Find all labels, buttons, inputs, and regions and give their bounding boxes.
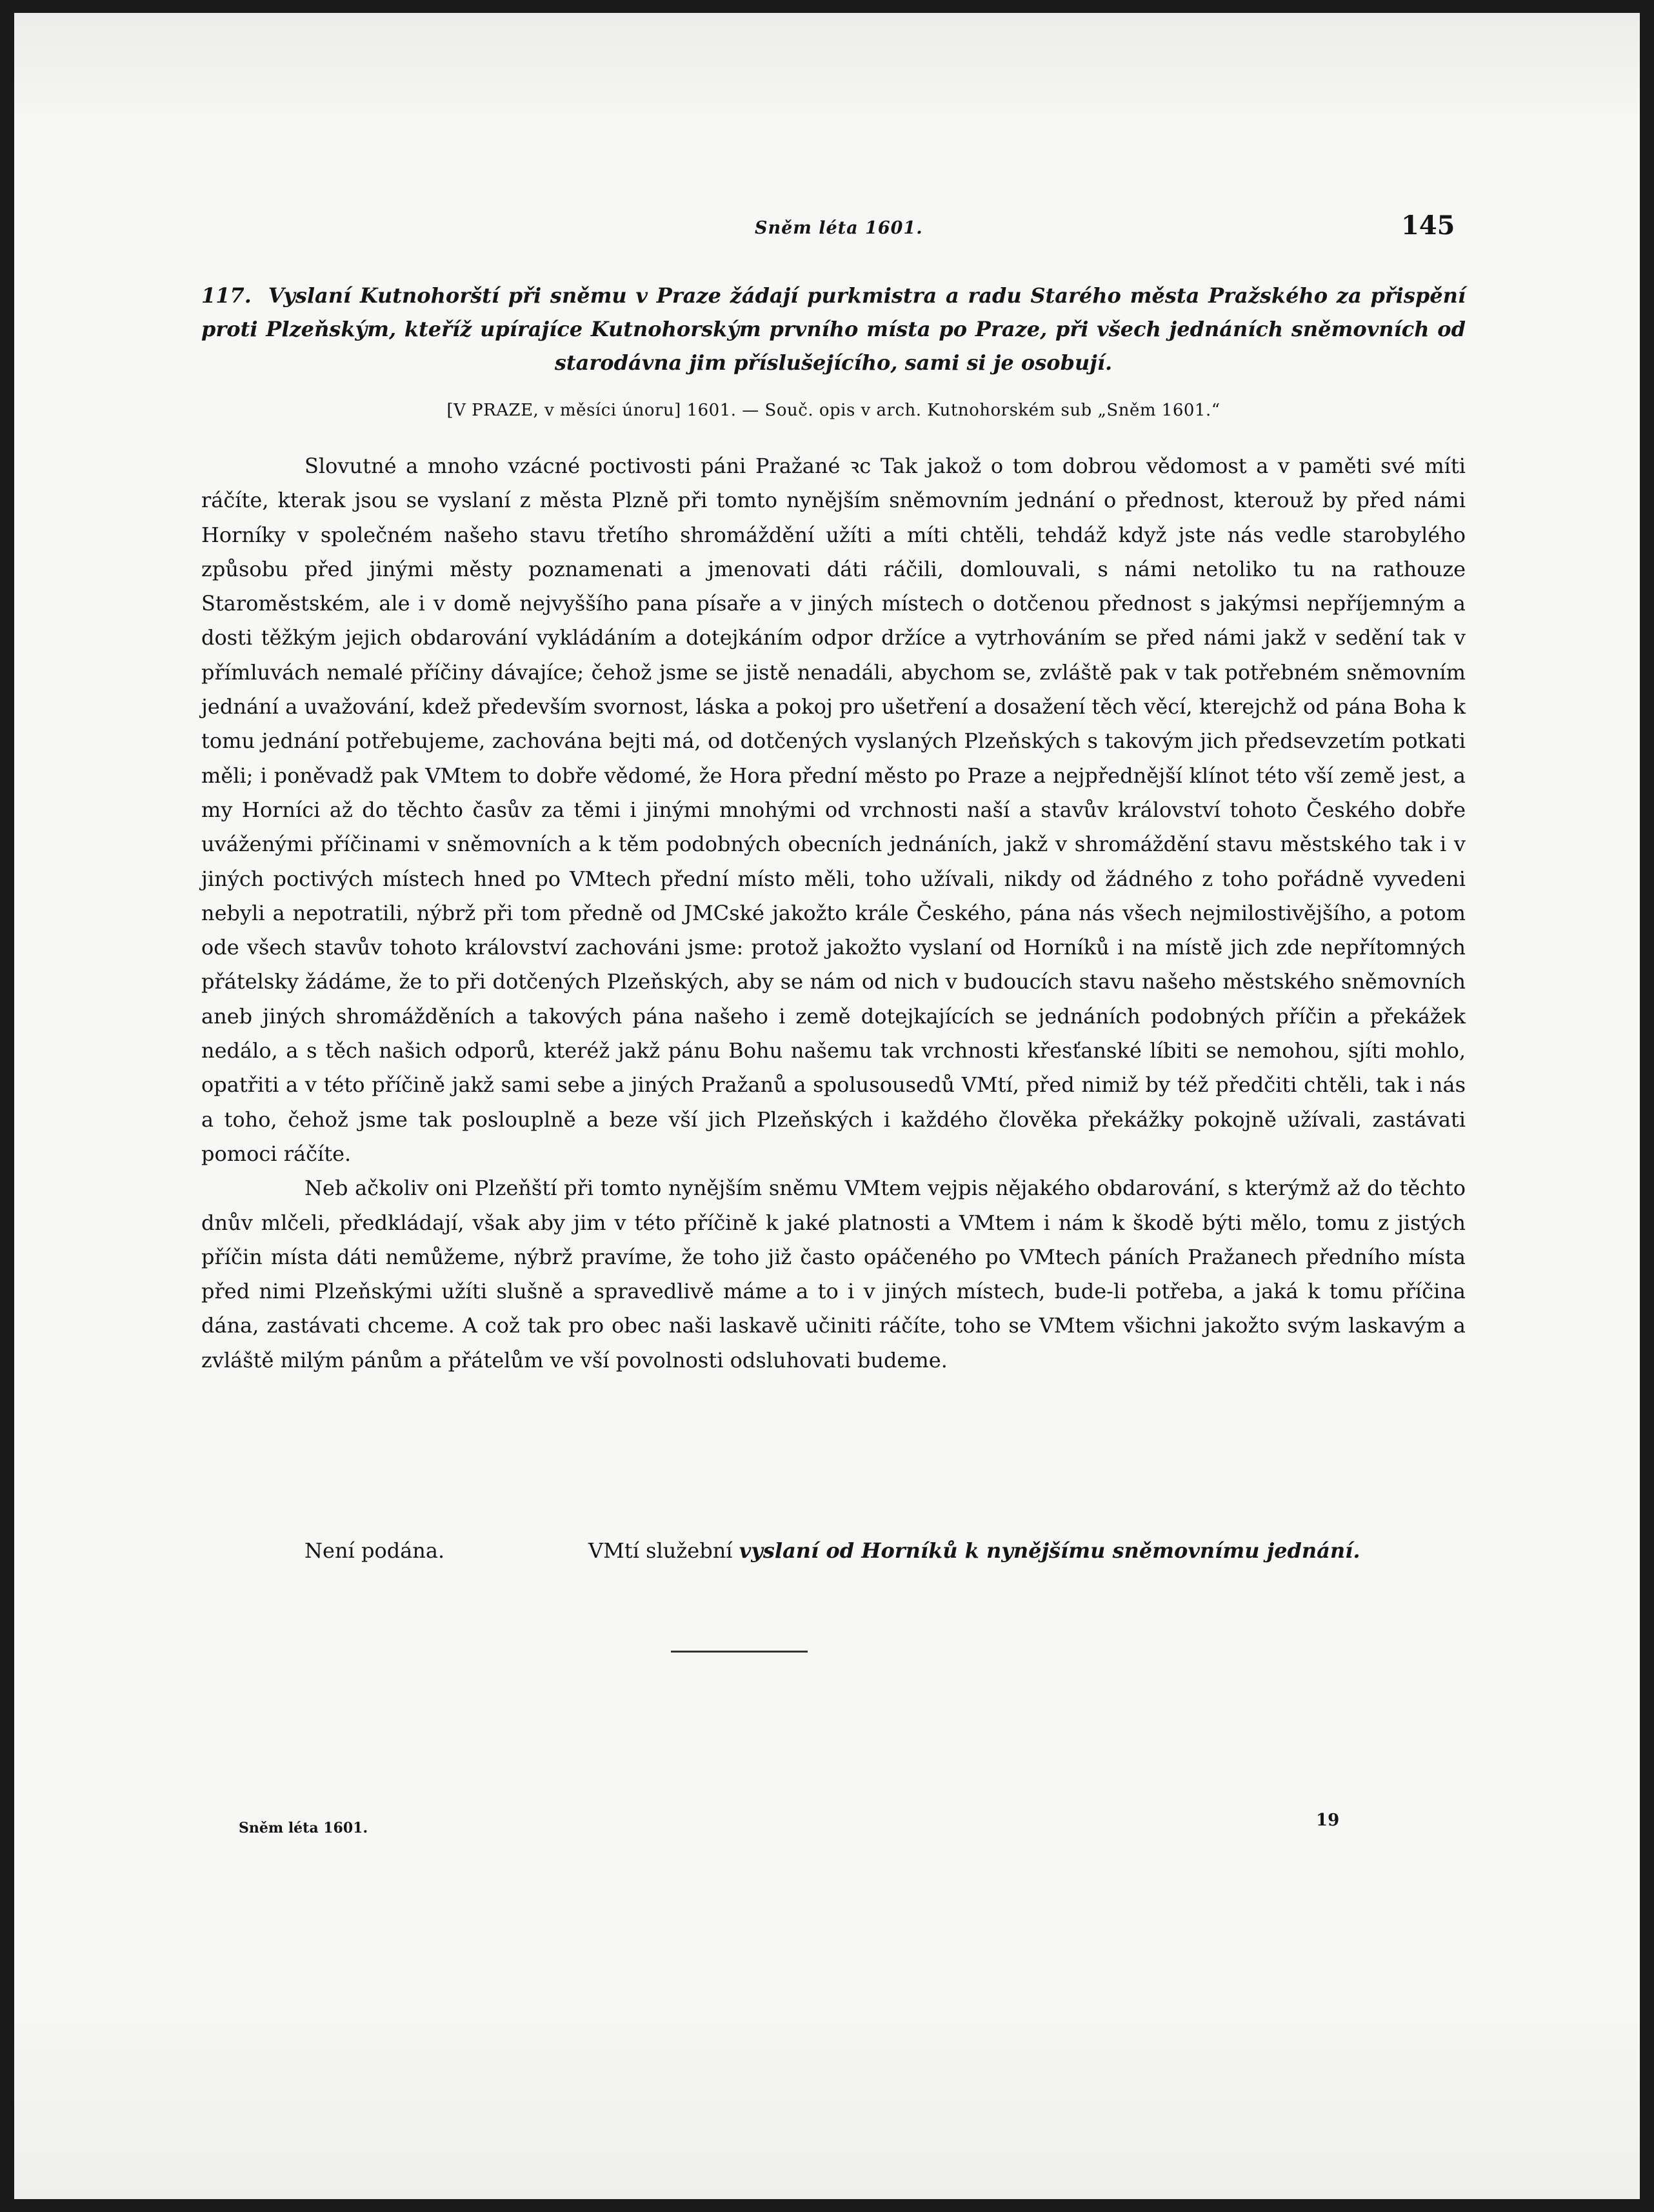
running-title: Sněm léta 1601. [755, 218, 923, 238]
signature-line [588, 1534, 1360, 1568]
page-number: 145 [1401, 210, 1455, 241]
section-divider [671, 1651, 808, 1653]
footer-title: Sněm léta 1601. [239, 1820, 368, 1836]
item-number: 117. [201, 283, 252, 308]
signature-prefix: VMtí služební [588, 1538, 733, 1563]
sheet-signature-number: 19 [1316, 1811, 1340, 1830]
heading-text: Vyslaní Kutnohorští při sněmu v Praze žádají purkmistra a radu Starého města Pražského za přispění proti Plzeňským, kteříž upírajíce Kutnohorským prvního místa po Praze, při všech jednáních sněmovních od starodávna jim příslušejícího, sami si je osobují. [201, 283, 1466, 375]
paragraph-2: Neb ačkoliv oni Plzeňští při tomto nynějším sněmu VMtem vejpis nějakého obdarování, s kterýmž až do těchto dnův mlčeli, předkládají, však aby jim v této příčině k jaké platnosti a VMtem i nám k škodě býti mělo, tomu z jistých příčin místa dáti nemůžeme, nýbrž pravíme, že toho již často opáčeného po VMtech páních Pražanech předního místa před nimi Plzeňskými užíti slušně a spravedlivě máme a to i v jiných místech, bude-li potřeba, a jaká k tomu příčina dána, zastávati chceme. A což tak pro obec naši laskavě učiniti ráčíte, toho se VMtem všichni jakožto svým laskavým a zvláště milým pánům a přátelům ve vší povolnosti odsluhovati budeme. [201, 1176, 1466, 1372]
body-text [201, 449, 1466, 1378]
document-heading [201, 279, 1466, 379]
paragraph-1: Slovutné a mnoho vzácné poctivosti páni Pražané ꝛc Tak jakož o tom dobrou vědomost a v paměti své míti ráčíte, kterak jsou se vyslaní z města Plzně při tomto nynějším sněmovním jednání o přednost, kterouž by před námi Horníky v společném našeho stavu třetího shromáždění užíti a míti chtěli, tehdáž když jste nás vedle starobylého způsobu před jinými městy poznamenati a jmenovati dáti ráčili, domlouvali, s námi netoliko tu na rathouze Staroměstském, ale i v domě nejvyššího pana písaře a v jiných místech o dotčenou přednost s jakýmsi nepříjemným a dosti těžkým jejich obdarování vykládáním a dotejkáním odpor držíce a vytrhováním se před námi jakž v sedění tak v přímluvách nemalé příčiny dávajíce; čehož jsme se jistě nenadáli, abychom se, zvláště pak v tak potřebném sněmovním jednání a uvažování, kdež především svornost, láska a pokoj pro ušetření a dosažení těch věcí, kterejchž od pána Boha k tomu jednání potřebujeme, zachována bejti má, od dotčených vyslaných Plzeňských s takovým jich předsevzetím potkati měli; i poněvadž pak VMtem to dobře vědomé, že Hora přední město po Praze a nejpřednější klínot této vší země jest, a my Horníci až do těchto časův za těmi i jinými mnohými od vrchnosti naší a stavův království tohoto Českého dobře uváženými příčinami v sněmovních a k těm podobných obecních jednáních, jakž v shromáždění stavu městského tak i v jiných poctivých místech hned po VMtech přední místo měli, toho užívali, nikdy od žádného z toho pořádně vyvedeni nebyli a nepotratili, nýbrž při tom předně od JMCské jakožto krále Českého, pána nás všech nejmilostivějšího, a potom ode všech stavův tohoto království zachováni jsme: protož jakožto vyslaní od Horníků i na místě jich zde nepřítomných přátelsky žádáme, že to při dotčených Plzeňských, aby se nám od nich v budoucích stavu našeho městského sněmovních aneb jiných shromážděních a takových pána našeho i země dotejkajících se jednáních podobných příčin a překážek nedálo, a s těch našich odporů, kteréž jakž pánu Bohu našemu tak vrchnosti křesťanské líbiti se nemohou, sjíti mohlo, opatřiti a v této příčině jakž sami sebe a jiných Pražanů a spolusousedů VMtí, před nimiž by též předčiti chtěli, tak i nás a toho, čehož jsme tak poslouplně a beze vší jich Plzeňských i každého člověka překážky pokojně užívali, zastávati pomoci ráčíte. [201, 454, 1466, 1166]
closing-note: Není podána. [304, 1538, 445, 1563]
signature-italic: vyslaní od Horníků k nynějšímu sněmovnímu jednání. [739, 1538, 1360, 1563]
scanned-page [14, 13, 1640, 2199]
source-note: [V PRAZE, v měsíci únoru] 1601. — Souč. opis v arch. Kutnohorském sub „Sněm 1601.“ [446, 401, 1221, 420]
